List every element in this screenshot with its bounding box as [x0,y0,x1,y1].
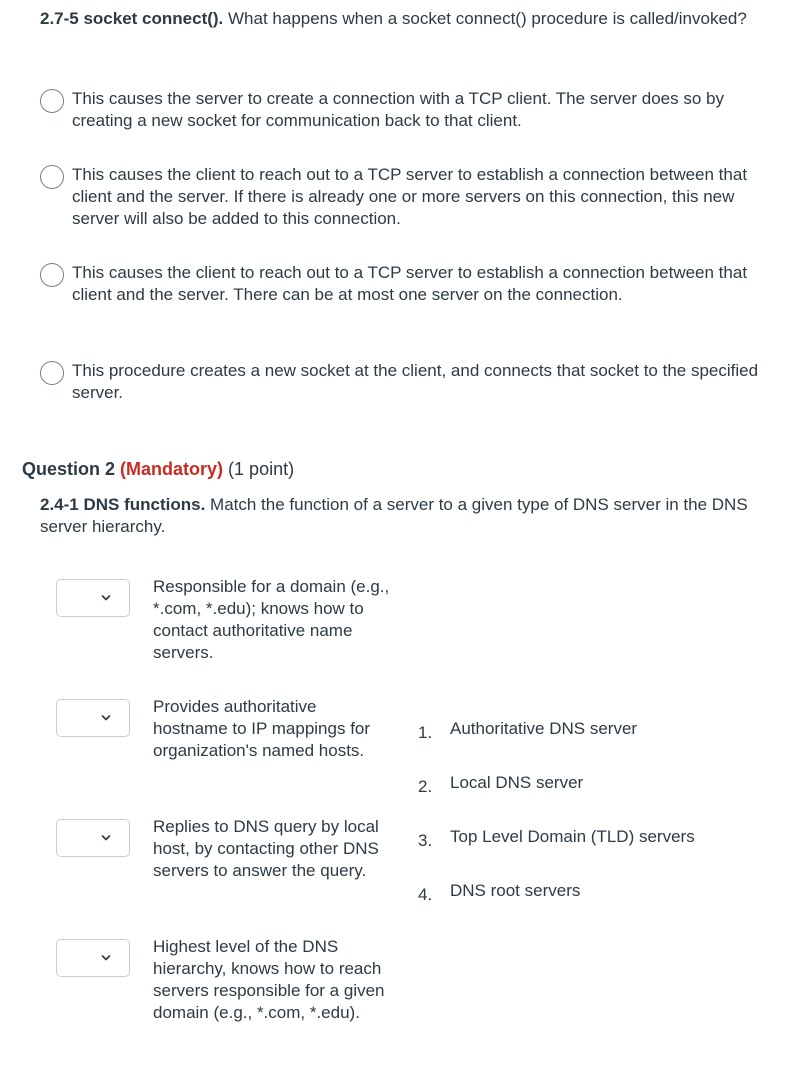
answer-option-text: This causes the client to reach out to a TCP server to establish a connection between that client and the server. If there is already one or more servers on this connection, this new server will also be added to this connection. [72,165,748,228]
answer-number: 3. [418,831,433,850]
points-label: (1 point) [228,459,295,479]
question-2-header [22,458,294,480]
chevron-down-icon [101,953,111,963]
match-prompt-4: Highest level of the DNS hierarchy, knows how to reach servers responsible for a given domain (e.g., *.com, *.edu). [153,937,385,1022]
answer-item-1 [418,718,778,740]
answer-item-3 [418,826,778,848]
answer-option-4[interactable] [40,360,770,404]
question-label: Question 2 [22,459,116,479]
question-1-text: What happens when a socket connect() procedure is called/invoked? [223,9,747,28]
answer-number: 4. [418,885,433,904]
question-2-text: Match the function of a server to a given type of DNS server in the DNS server hierarchy. [40,495,748,536]
answer-number: 2. [418,777,433,796]
radio-button[interactable] [40,361,64,385]
answer-number: 1. [418,723,433,742]
match-select-1[interactable] [56,579,130,617]
match-prompt-3: Replies to DNS query by local host, by contacting other DNS servers to answer the query. [153,817,379,880]
answer-item-4 [418,880,778,902]
answer-option-text: This procedure creates a new socket at the client, and connects that socket to the specified server. [72,361,759,402]
answer-item-2 [418,772,778,794]
answer-label: Authoritative DNS server [450,719,638,738]
answer-option-2[interactable] [40,164,770,230]
answer-option-3[interactable] [40,262,770,306]
match-prompt-2: Provides authoritative hostname to IP mappings for organization's named hosts. [153,697,371,760]
radio-button[interactable] [40,263,64,287]
chevron-down-icon [101,833,111,843]
answer-option-1[interactable] [40,88,770,132]
answer-option-text: This causes the client to reach out to a TCP server to establish a connection between that client and the server. There can be at most one server on the connection. [72,263,748,304]
match-select-2[interactable] [56,699,130,737]
question-2-code: 2.4-1 DNS functions. [40,495,206,514]
match-prompt-1: Responsible for a domain (e.g., *.com, *.edu); knows how to contact authoritative name servers. [153,577,390,662]
answer-label: DNS root servers [450,881,581,900]
radio-button[interactable] [40,89,64,113]
match-select-4[interactable] [56,939,130,977]
radio-button[interactable] [40,165,64,189]
question-2-stem [40,494,770,538]
answer-label: Top Level Domain (TLD) servers [450,827,695,846]
question-1-stem [40,8,760,30]
chevron-down-icon [101,713,111,723]
chevron-down-icon [101,593,111,603]
answer-label: Local DNS server [450,773,584,792]
mandatory-label: (Mandatory) [120,459,224,479]
question-1-code: 2.7-5 socket connect(). [40,9,224,28]
answer-option-text: This causes the server to create a connection with a TCP client. The server does so by creating a new socket for communication back to that client. [72,89,724,130]
match-select-3[interactable] [56,819,130,857]
